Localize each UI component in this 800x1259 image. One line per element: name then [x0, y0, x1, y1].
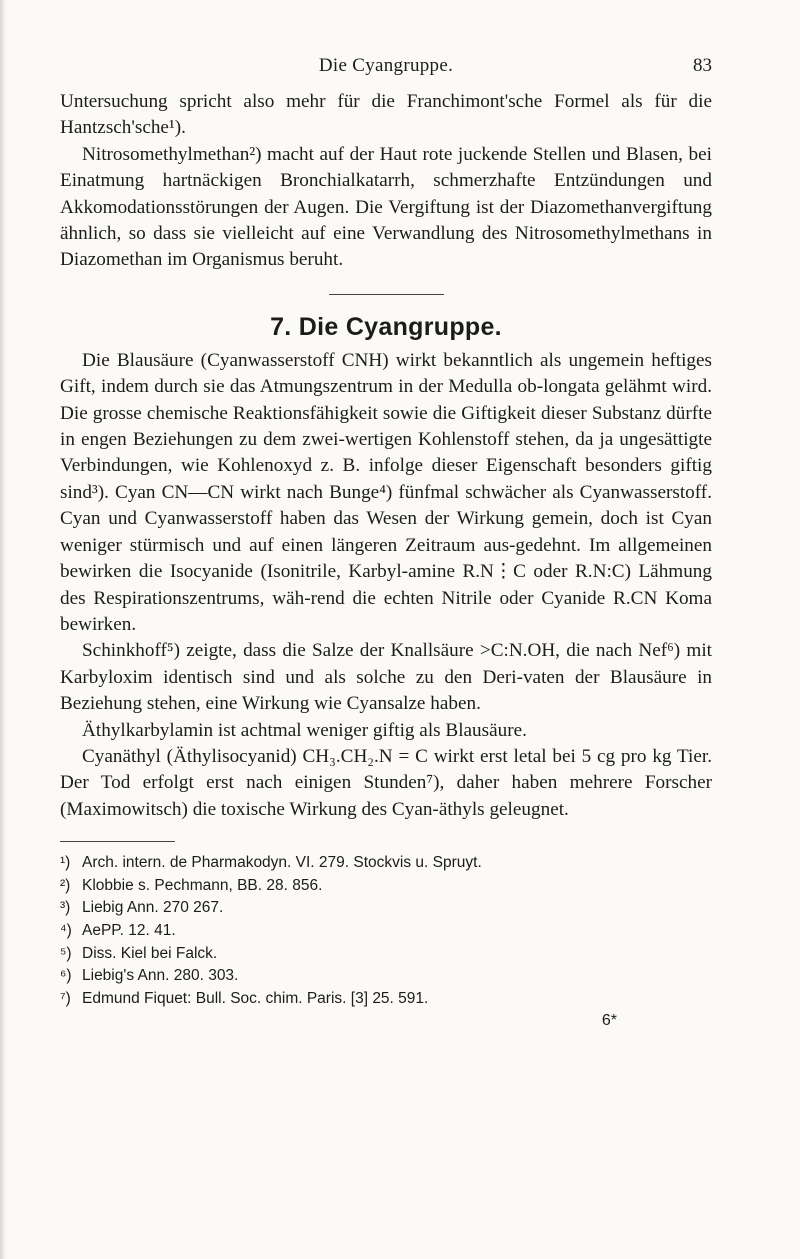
book-page	[60, 55, 712, 1030]
section-heading: 7. Die Cyangruppe.	[270, 312, 502, 341]
footnote-mark: ²)	[60, 876, 71, 894]
footnote	[60, 943, 712, 966]
paragraph-blausaeure: Die Blausäure (Cyanwasserstoff CNH) wirkt bekanntlich als ungemein heftiges Gift, indem durch sie das Atmungszentrum in der Medulla ob-longata gelähmt wird. Die grosse chemische Reaktionsfähigkeit sowie die Giftigkeit dieser Substanz dürfte in engen Beziehungen zu dem zwei-wertigen Kohlenstoff stehen, da ja ungesättigte Verbindungen, wie Kohlenoxyd z. B. infolge dieser Eigenschaft besonders giftig sind³). Cyan CN—CN wirkt nach Bunge⁴) fünfmal schwächer als Cyanwasserstoff. Cyan und Cyanwasserstoff haben das Wesen der Wirkung gemein, doch ist Cyan weniger stürmisch und auf einen längeren Zeitraum aus-gedehnt. Im allgemeinen bewirken die Isocyanide (Isonitrile, Karbyl-amine R.N⋮C oder R.N:C) Lähmung des Respirationszentrums, wäh-rend die echten Nitrile oder Cyanide R.CN Koma bewirken.	[60, 349, 712, 635]
section-separator	[329, 294, 444, 295]
footnote-mark: ⁵)	[60, 944, 72, 962]
footnote	[60, 875, 712, 898]
footnote	[60, 852, 712, 875]
paragraph-aethylkarbylamin: Äthylkarbylamin ist achtmal weniger giftig als Blausäure.	[82, 719, 527, 741]
footnote-text: Liebig's Ann. 280. 303.	[82, 967, 239, 985]
footnote-text: Klobbie s. Pechmann, BB. 28. 856.	[82, 876, 323, 894]
footnote	[60, 988, 712, 1011]
footnote-text: Arch. intern. de Pharmakodyn. VI. 279. Stockvis u. Spruyt.	[82, 854, 482, 872]
footnote-mark: ⁷)	[60, 989, 71, 1007]
running-header	[60, 55, 712, 89]
footnote-mark: ⁴)	[60, 921, 72, 939]
footnote	[60, 965, 712, 988]
page-number: 83	[693, 55, 712, 76]
footnote	[60, 897, 712, 920]
signature-mark: 6*	[601, 1012, 617, 1030]
footnote-text: Diss. Kiel bei Falck.	[82, 944, 218, 962]
footnote-mark: ³)	[60, 899, 71, 917]
footnote-separator	[60, 841, 175, 842]
paragraph-schinkhoff: Schinkhoff⁵) zeigte, dass die Salze der Knallsäure >C:N.OH, die nach Nef⁶) mit Karbyloxim identisch sind und als solche zu den Deri-vaten der Blausäure in Beziehung stehen, eine Wirkung wie Cyansalze haben.	[60, 640, 712, 715]
paragraph-nitrosomethylmethan: Nitrosomethylmethan²) macht auf der Haut rote juckende Stellen und Blasen, bei Einatmung hartnäckigen Bronchialkatarrh, schmerzhafte Entzündungen und Akkomodationsstörungen der Augen. Die Vergiftung ist der Diazomethanvergiftung ähnlich, so dass sie vielleicht auf eine Verwandlung des Nitrosomethylmethans in Diazomethan im Organismus beruht.	[60, 143, 712, 271]
footnote-text: Liebig Ann. 270 267.	[82, 899, 224, 917]
footnote	[60, 920, 712, 943]
footnote-text: AePP. 12. 41.	[82, 921, 176, 939]
page-edge-shadow	[0, 0, 6, 1259]
paragraph-cyanaethyl: Cyanäthyl (Äthylisocyanid) CH₃.CH₂.N = C wirkt erst letal bei 5 cg pro kg Tier. Der Tod erfolgt erst nach einigen Stunden⁷), daher haben mehrere Forscher (Maximowitsch) die toxische Wirkung des Cyan-äthyls geleugnet.	[60, 745, 712, 820]
footnotes	[60, 852, 712, 1010]
paragraph-continuation: Untersuchung spricht also mehr für die Franchimont'sche Formel als für die Hantzsch'sche¹).	[60, 91, 712, 139]
running-title: Die Cyangruppe.	[318, 55, 454, 76]
footnote-text: Edmund Fiquet: Bull. Soc. chim. Paris. [3] 25. 591.	[82, 989, 429, 1007]
footnote-mark: ⁶)	[60, 967, 72, 985]
footnote-mark: ¹)	[60, 854, 71, 872]
